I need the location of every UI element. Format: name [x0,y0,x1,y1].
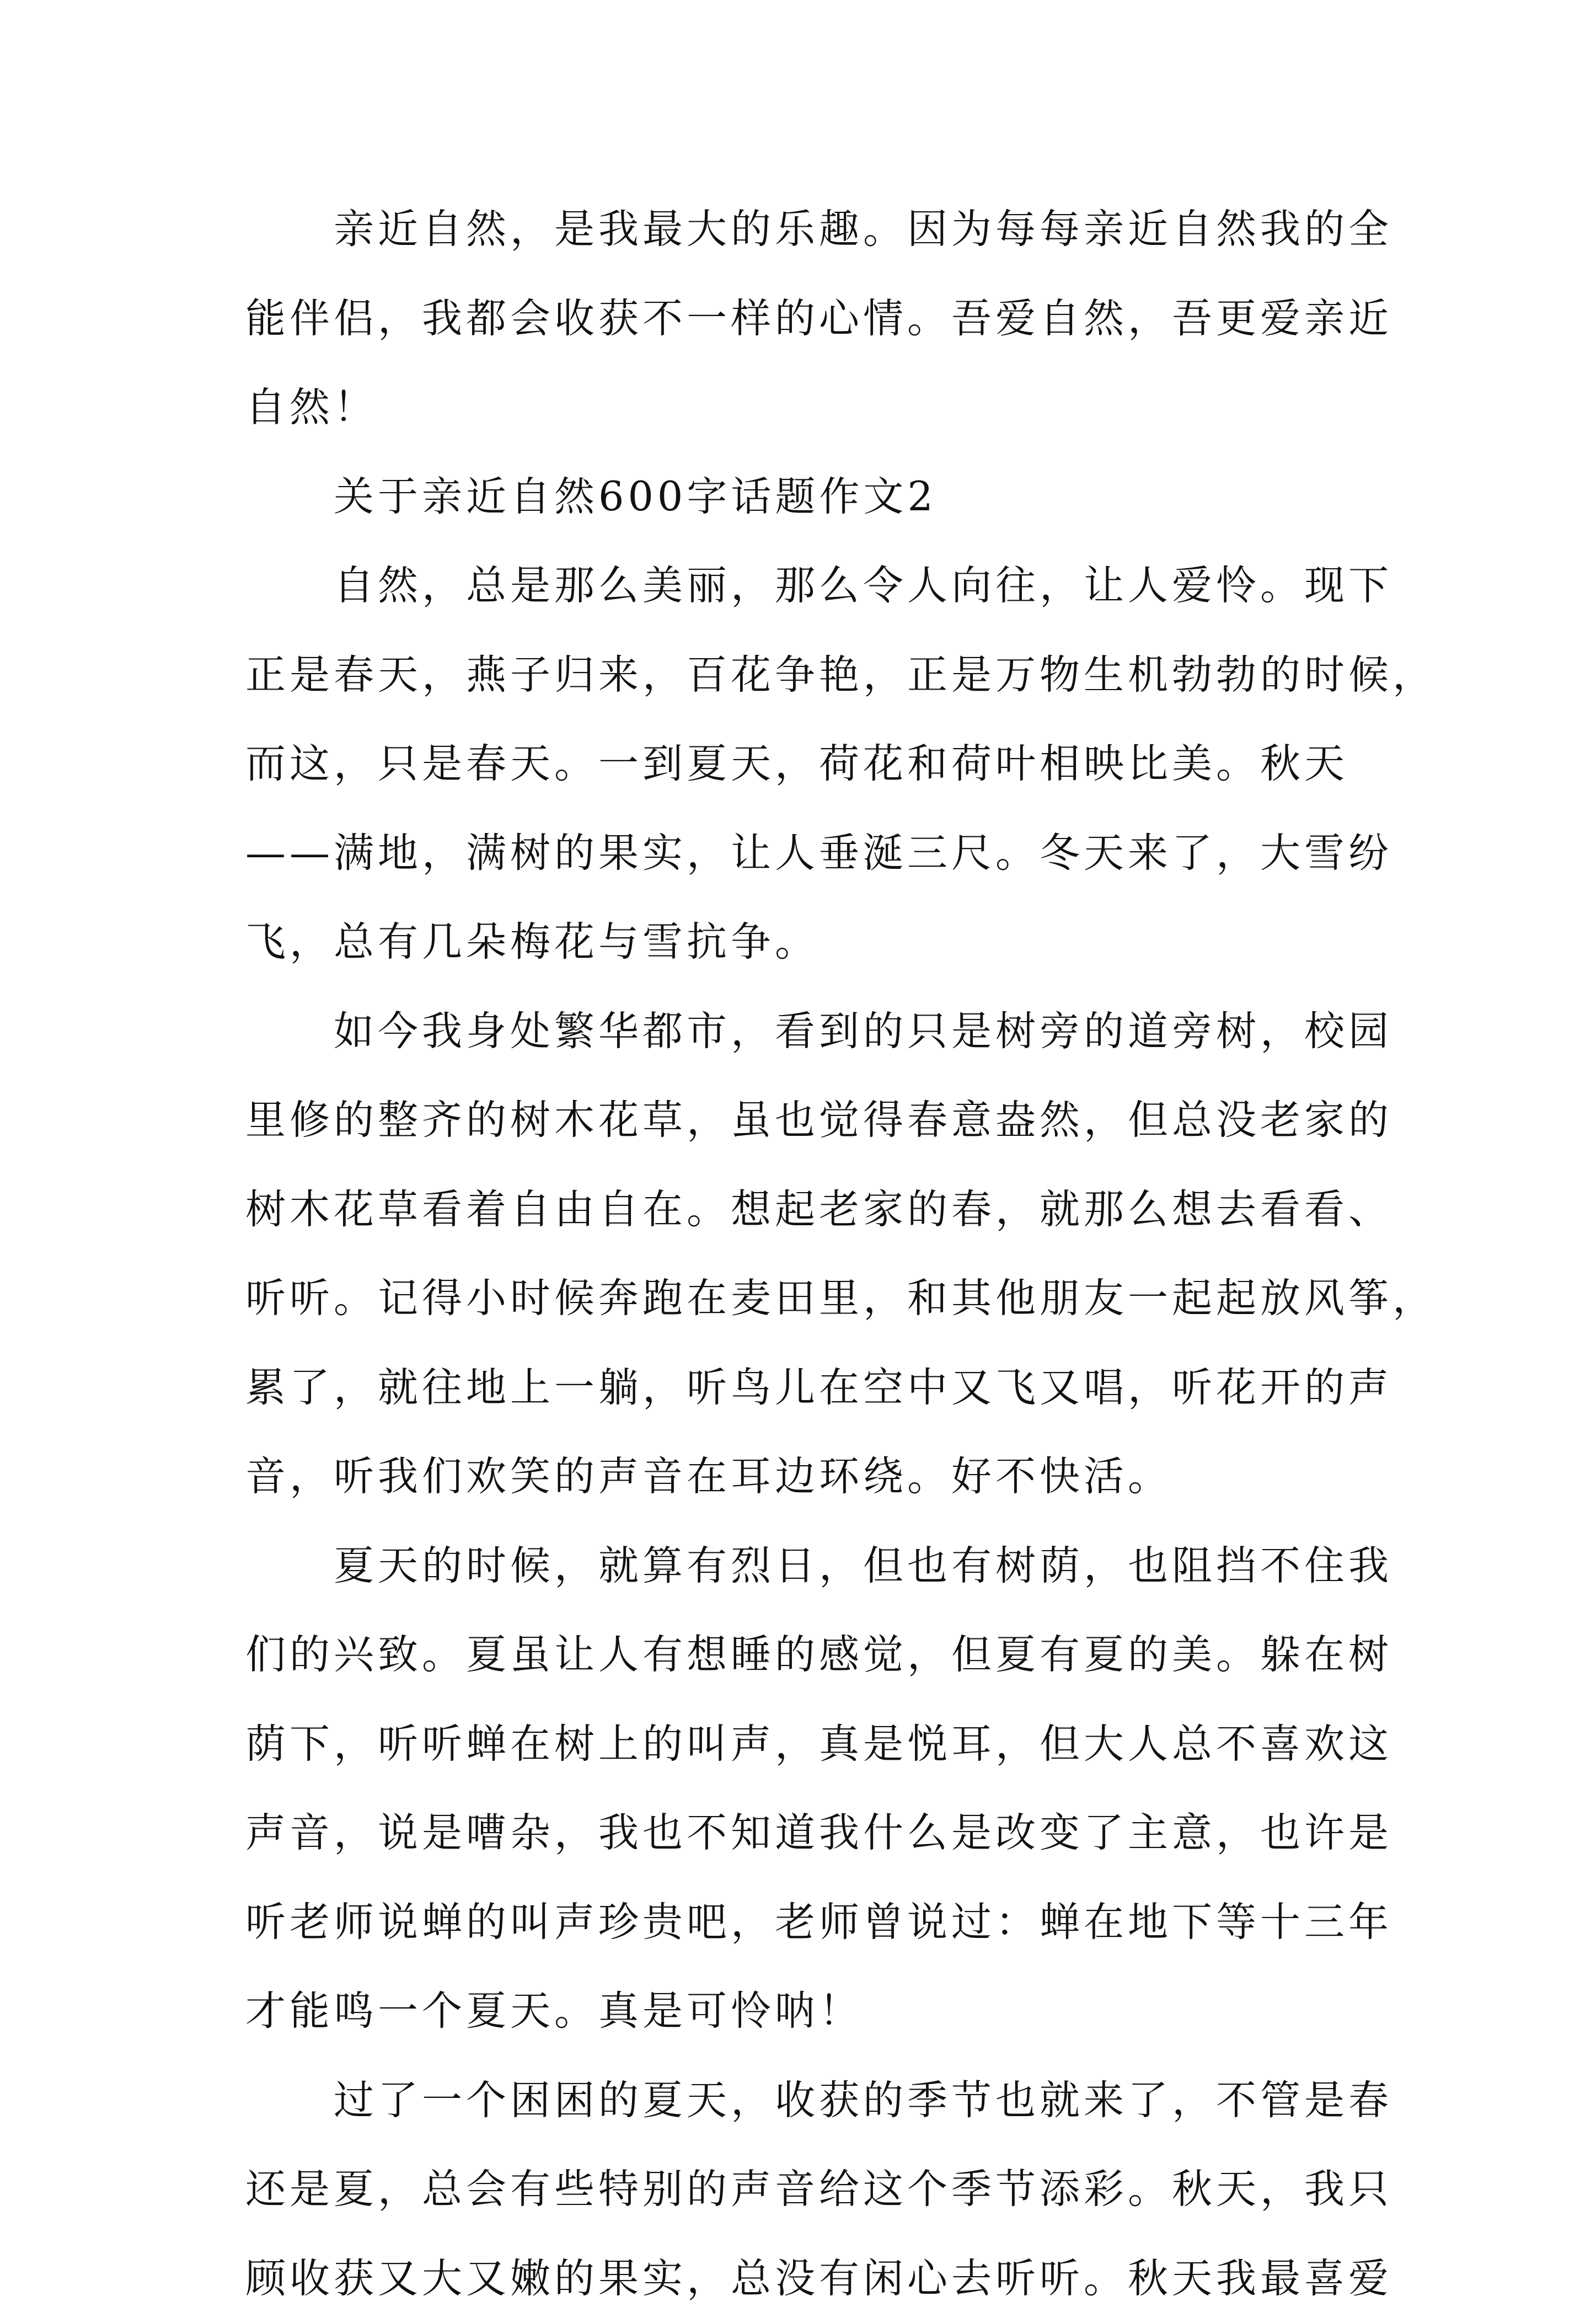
text-line: 自然！ [245,363,1361,452]
text-line: ——满地，满树的果实，让人垂涎三尺。冬天来了，大雪纷 [245,809,1361,898]
text-line: 如今我身处繁华都市，看到的只是树旁的道旁树，校园 [245,987,1361,1076]
text-line: 荫下，听听蝉在树上的叫声，真是悦耳，但大人总不喜欢这 [245,1700,1361,1789]
text-line: 音，听我们欢笑的声音在耳边环绕。好不快活。 [245,1432,1361,1521]
text-line: 飞，总有几朵梅花与雪抗争。 [245,898,1361,987]
text-line: 声音，说是嘈杂，我也不知道我什么是改变了主意，也许是 [245,1788,1361,1878]
text-line: 夏天的时候，就算有烈日，但也有树荫，也阻挡不住我 [245,1521,1361,1611]
text-line: 亲近自然，是我最大的乐趣。因为每每亲近自然我的全 [245,185,1361,274]
text-line: 听老师说蝉的叫声珍贵吧，老师曾说过：蝉在地下等十三年 [245,1878,1361,1967]
text-line: 累了，就往地上一躺，听鸟儿在空中又飞又唱，听花开的声 [245,1343,1361,1433]
text-line: 还是夏，总会有些特别的声音给这个季节添彩。秋天，我只 [245,2145,1361,2234]
text-line: 能伴侣，我都会收获不一样的心情。吾爱自然，吾更爱亲近 [245,274,1361,364]
section-heading: 关于亲近自然600字话题作文2 [245,452,1361,542]
text-line: 才能鸣一个夏天。真是可怜呐！ [245,1967,1361,2056]
text-line: 自然，总是那么美丽，那么令人向往，让人爱怜。现下 [245,541,1361,631]
text-line: 们的兴致。夏虽让人有想睡的感觉，但夏有夏的美。躲在树 [245,1610,1361,1700]
text-line: 树木花草看着自由自在。想起老家的春，就那么想去看看、 [245,1165,1361,1254]
text-line: 而这，只是春天。一到夏天，荷花和荷叶相映比美。秋天 [245,719,1361,809]
text-line: 过了一个困困的夏天，收获的季节也就来了，不管是春 [245,2056,1361,2145]
text-line: 听听。记得小时候奔跑在麦田里，和其他朋友一起起放风筝， [245,1254,1361,1343]
text-line: 里修的整齐的树木花草，虽也觉得春意盎然，但总没老家的 [245,1076,1361,1165]
document-page [245,185,1361,2323]
text-line: 顾收获又大又嫩的果实，总没有闲心去听听。秋天我最喜爱 [245,2234,1361,2323]
text-line: 正是春天，燕子归来，百花争艳，正是万物生机勃勃的时候， [245,631,1361,720]
